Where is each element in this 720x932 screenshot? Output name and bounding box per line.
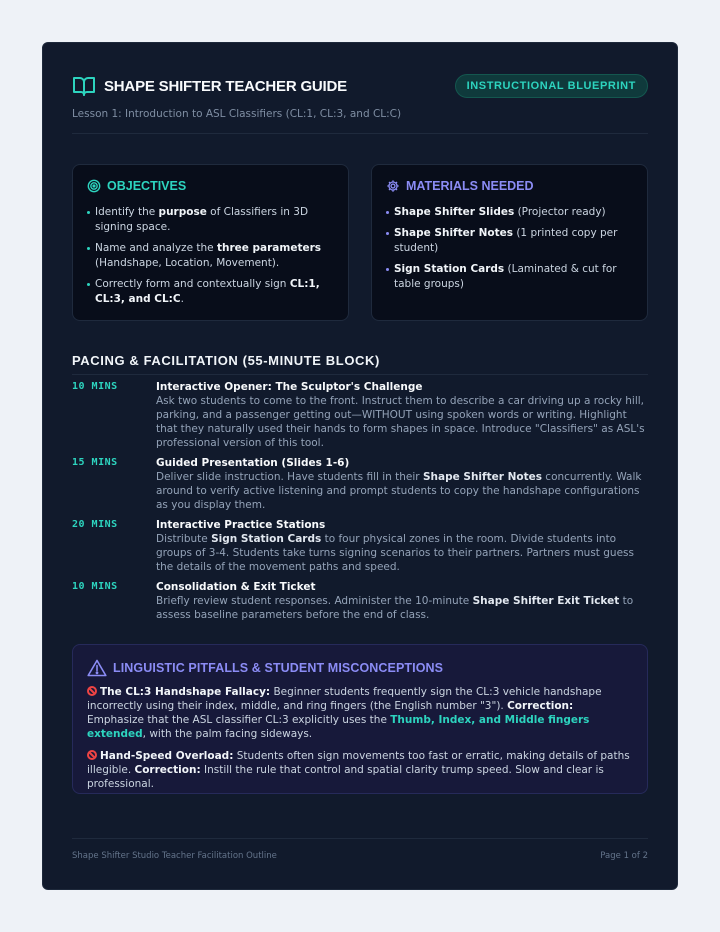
- materials-header: [386, 179, 633, 193]
- pacing-duration: 15 MINS: [72, 457, 118, 468]
- gear-icon: [386, 179, 400, 193]
- footer: [72, 838, 648, 861]
- materials-card: [371, 164, 648, 321]
- pacing-heading: Consolidation & Exit Ticket: [156, 581, 316, 593]
- pacing-description: Ask two students to come to the front. Instruct them to describe a car driving up a rocky hill, parking, and a passenger getting out—WITHOUT using spoken words or writing. Highlight that they naturally used their hands to form shapes in space. Introduce "Classifiers" as ASL's professional version of this tool.: [156, 395, 645, 449]
- brand: [72, 74, 347, 98]
- pacing-title: PACING & FACILITATION (55-MINUTE BLOCK): [72, 353, 380, 368]
- lesson-subtitle: Lesson 1: Introduction to ASL Classifiers (CL:1, CL:3, and CL:C): [72, 108, 402, 120]
- pacing-heading: Interactive Practice Stations: [156, 519, 326, 531]
- pacing-duration: 10 MINS: [72, 381, 118, 392]
- info-cards: [72, 164, 648, 321]
- list-item: Shape Shifter Notes (1 printed copy per student): [386, 226, 633, 256]
- pacing-list: [72, 380, 648, 622]
- header: [72, 73, 648, 99]
- divider: [72, 133, 648, 134]
- list-item: Sign Station Cards (Laminated & cut for table groups): [386, 262, 633, 292]
- objectives-list: [87, 205, 334, 307]
- list-item: Correctly form and contextually sign CL:1, CL:3, and CL:C.: [87, 277, 334, 307]
- pitfalls-callout: [72, 644, 648, 794]
- pacing-row: [72, 456, 648, 512]
- pacing-row: [72, 518, 648, 574]
- list-item: Identify the purpose of Classifiers in 3D signing space.: [87, 205, 334, 235]
- pacing-heading: Guided Presentation (Slides 1-6): [156, 457, 350, 469]
- pacing-heading: Interactive Opener: The Sculptor's Challenge: [156, 381, 423, 393]
- pacing-row: [72, 380, 648, 450]
- pitfall-item: Hand-Speed Overload: Students often sign movements too fast or erratic, making details of paths illegible. Correction: Instill the rule that control and spatial clarity trump speed. Slow and clear is professional.: [87, 750, 630, 790]
- page-number: Page 1 of 2: [600, 851, 648, 861]
- divider: [72, 374, 648, 375]
- objectives-header: [87, 179, 334, 193]
- pacing-description: Deliver slide instruction. Have students fill in their Shape Shifter Notes concurrently. Walk around to verify active listening and prompt students to copy the handshape configurations as you display them.: [156, 471, 642, 511]
- target-icon: [87, 179, 101, 193]
- book-open-icon: [72, 74, 96, 98]
- prohibited-icon: [87, 750, 97, 760]
- objectives-card: [72, 164, 349, 321]
- materials-title: MATERIALS NEEDED: [406, 179, 534, 193]
- objectives-title: OBJECTIVES: [107, 179, 187, 193]
- list-item: Name and analyze the three parameters (Handshape, Location, Movement).: [87, 241, 334, 271]
- guide-page: [42, 42, 678, 890]
- page-title: SHAPE SHIFTER TEACHER GUIDE: [104, 77, 347, 95]
- prohibited-icon: [87, 686, 97, 696]
- footer-text: Shape Shifter Studio Teacher Facilitation Outline: [72, 851, 277, 861]
- pacing-description: Briefly review student responses. Administer the 10-minute Shape Shifter Exit Ticket to assess baseline parameters before the end of class.: [156, 595, 634, 621]
- pacing-row: [72, 580, 648, 622]
- list-item: Shape Shifter Slides (Projector ready): [386, 205, 633, 220]
- pitfalls-title: LINGUISTIC PITFALLS & STUDENT MISCONCEPTIONS: [113, 661, 444, 675]
- pacing-duration: 10 MINS: [72, 581, 118, 592]
- materials-list: [386, 205, 633, 292]
- blueprint-badge: INSTRUCTIONAL BLUEPRINT: [455, 74, 648, 98]
- pitfall-item: The CL:3 Handshape Fallacy: Beginner students frequently sign the CL:3 vehicle handshape incorrectly using their index, middle, and ring fingers (the English number "3"). Correction: Emphasize that the ASL classifier CL:3 explicitly uses the Thumb, Index, and Middle fingers extended, with the palm facing sideways.: [87, 686, 602, 740]
- warning-triangle-icon: [87, 659, 107, 677]
- pacing-duration: 20 MINS: [72, 519, 118, 530]
- pitfalls-header: [87, 659, 633, 677]
- pacing-description: Distribute Sign Station Cards to four physical zones in the room. Divide students into groups of 3-4. Students take turns signing scenarios to their partners. Partners must guess the details of the movement paths and speed.: [156, 533, 634, 573]
